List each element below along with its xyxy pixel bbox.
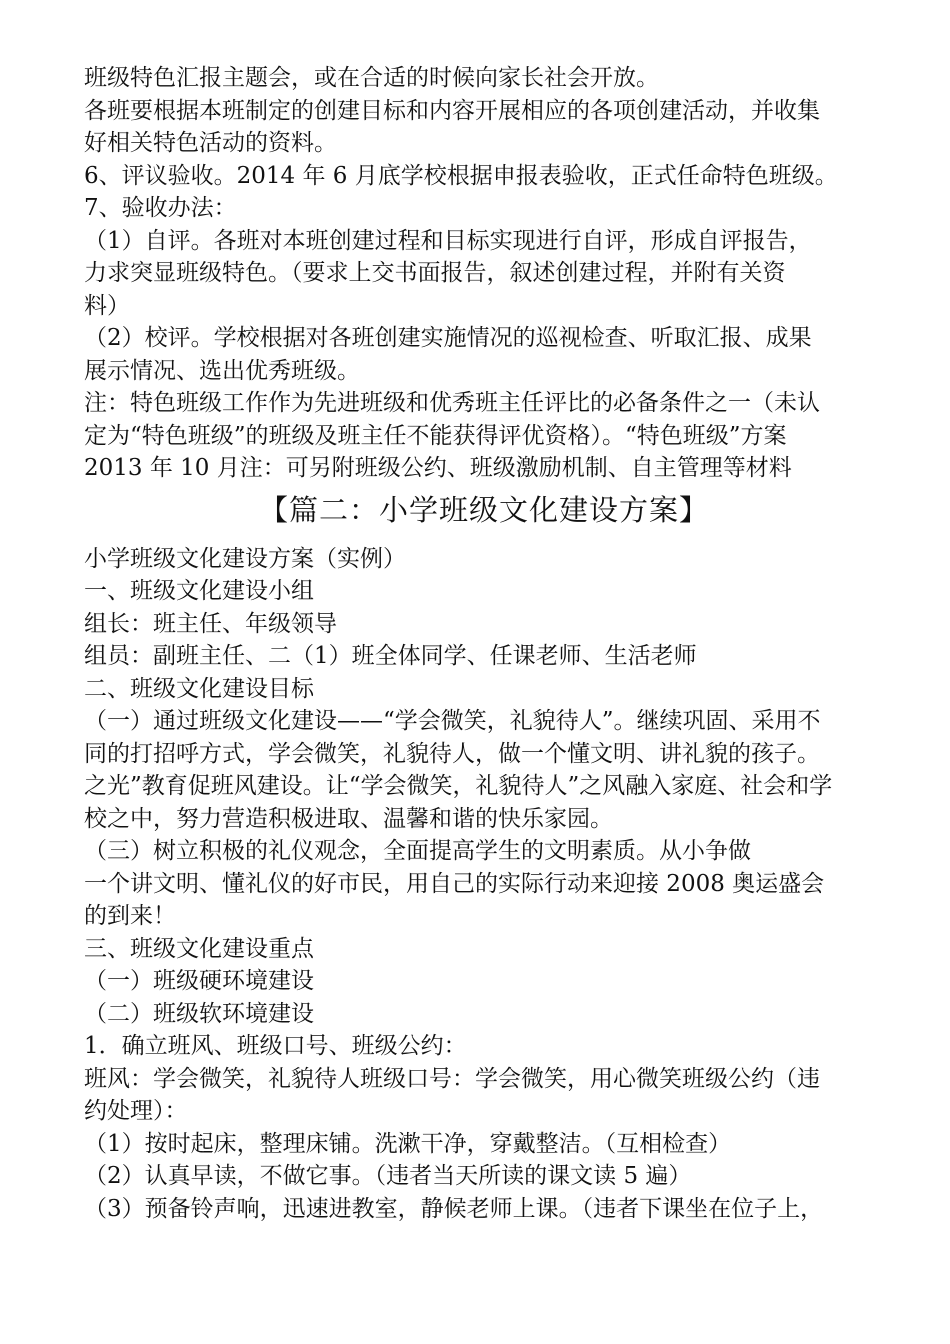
document-body-top	[84, 62, 884, 485]
text-line: 注：特色班级工作作为先进班级和优秀班主任评比的必备条件之一（未认	[84, 390, 820, 416]
text-line: 定为“特色班级”的班级及班主任不能获得评优资格）。“特色班级”方案	[84, 422, 787, 449]
text-line: 同的打招呼方式，学会微笑，礼貌待人，做一个懂文明、讲礼貌的孩子。	[84, 740, 820, 767]
text-line: 的到来！	[84, 903, 176, 929]
text-line: （2）校评。学校根据对各班创建实施情况的巡视检查、听取汇报、成果	[84, 325, 812, 351]
text-line: 组长：班主任、年级领导	[84, 610, 337, 637]
text-line: 组员：副班主任、二（1）班全体同学、任课老师、生活老师	[84, 643, 697, 669]
text-line: 三、班级文化建设重点	[84, 935, 314, 962]
text-line: 一、班级文化建设小组	[84, 578, 314, 604]
text-line: 之光”教育促班风建设。让“学会微笑，礼貌待人”之风融入家庭、社会和学	[84, 773, 833, 799]
text-line: （一）通过班级文化建设——“学会微笑，礼貌待人”。继续巩固、采用不	[84, 708, 821, 734]
text-line: 1．确立班风、班级口号、班级公约：	[84, 1033, 467, 1059]
text-line: 各班要根据本班制定的创建目标和内容开展相应的各项创建活动，并收集	[84, 97, 820, 124]
text-line: 展示情况、选出优秀班级。	[84, 357, 360, 384]
text-line: （三）树立积极的礼仪观念，全面提高学生的文明素质。从小争做	[84, 838, 751, 864]
text-line: 力求突显班级特色。（要求上交书面报告，叙述创建过程，并附有关资	[84, 260, 786, 286]
text-line: 校之中，努力营造积极进取、温馨和谐的快乐家园。	[84, 805, 613, 832]
text-line: （2）认真早读，不做它事。（违者当天所读的课文读 5 遍）	[84, 1163, 692, 1189]
section-heading: 【篇二：小学班级文化建设方案】	[258, 492, 709, 527]
text-line: （一）班级硬环境建设	[84, 968, 314, 994]
text-line: 小学班级文化建设方案（实例）	[84, 545, 406, 572]
text-line: （1）按时起床，整理床铺。洗漱干净，穿戴整洁。（互相检查）	[84, 1130, 732, 1157]
text-line: 二、班级文化建设目标	[84, 675, 314, 702]
text-line: （3）预备铃声响，迅速进教室，静候老师上课。（违者下课坐在位子上，	[84, 1195, 824, 1222]
text-line: 班级特色汇报主题会，或在合适的时候向家长社会开放。	[84, 65, 659, 91]
text-line: 7、验收办法：	[84, 195, 237, 221]
text-line: 2013 年 10 月注：可另附班级公约、班级激励机制、自主管理等材料	[84, 455, 792, 481]
text-line: 约处理）：	[84, 1098, 188, 1124]
document-page	[84, 62, 884, 1225]
text-line: （1）自评。各班对本班创建过程和目标实现进行自评，形成自评报告，	[84, 227, 812, 254]
text-line: 料）	[84, 292, 130, 319]
text-line: 班风：学会微笑，礼貌待人班级口号：学会微笑，用心微笑班级公约（违	[84, 1065, 820, 1092]
document-body-bottom	[84, 543, 884, 1226]
text-line: 一个讲文明、懂礼仪的好市民，用自己的实际行动来迎接 2008 奥运盛会	[84, 870, 825, 897]
text-line: 好相关特色活动的资料。	[84, 130, 337, 156]
text-line: （二）班级软环境建设	[84, 1000, 314, 1027]
text-line: 6、评议验收。2014 年 6 月底学校根据申报表验收，正式任命特色班级。	[84, 162, 838, 189]
